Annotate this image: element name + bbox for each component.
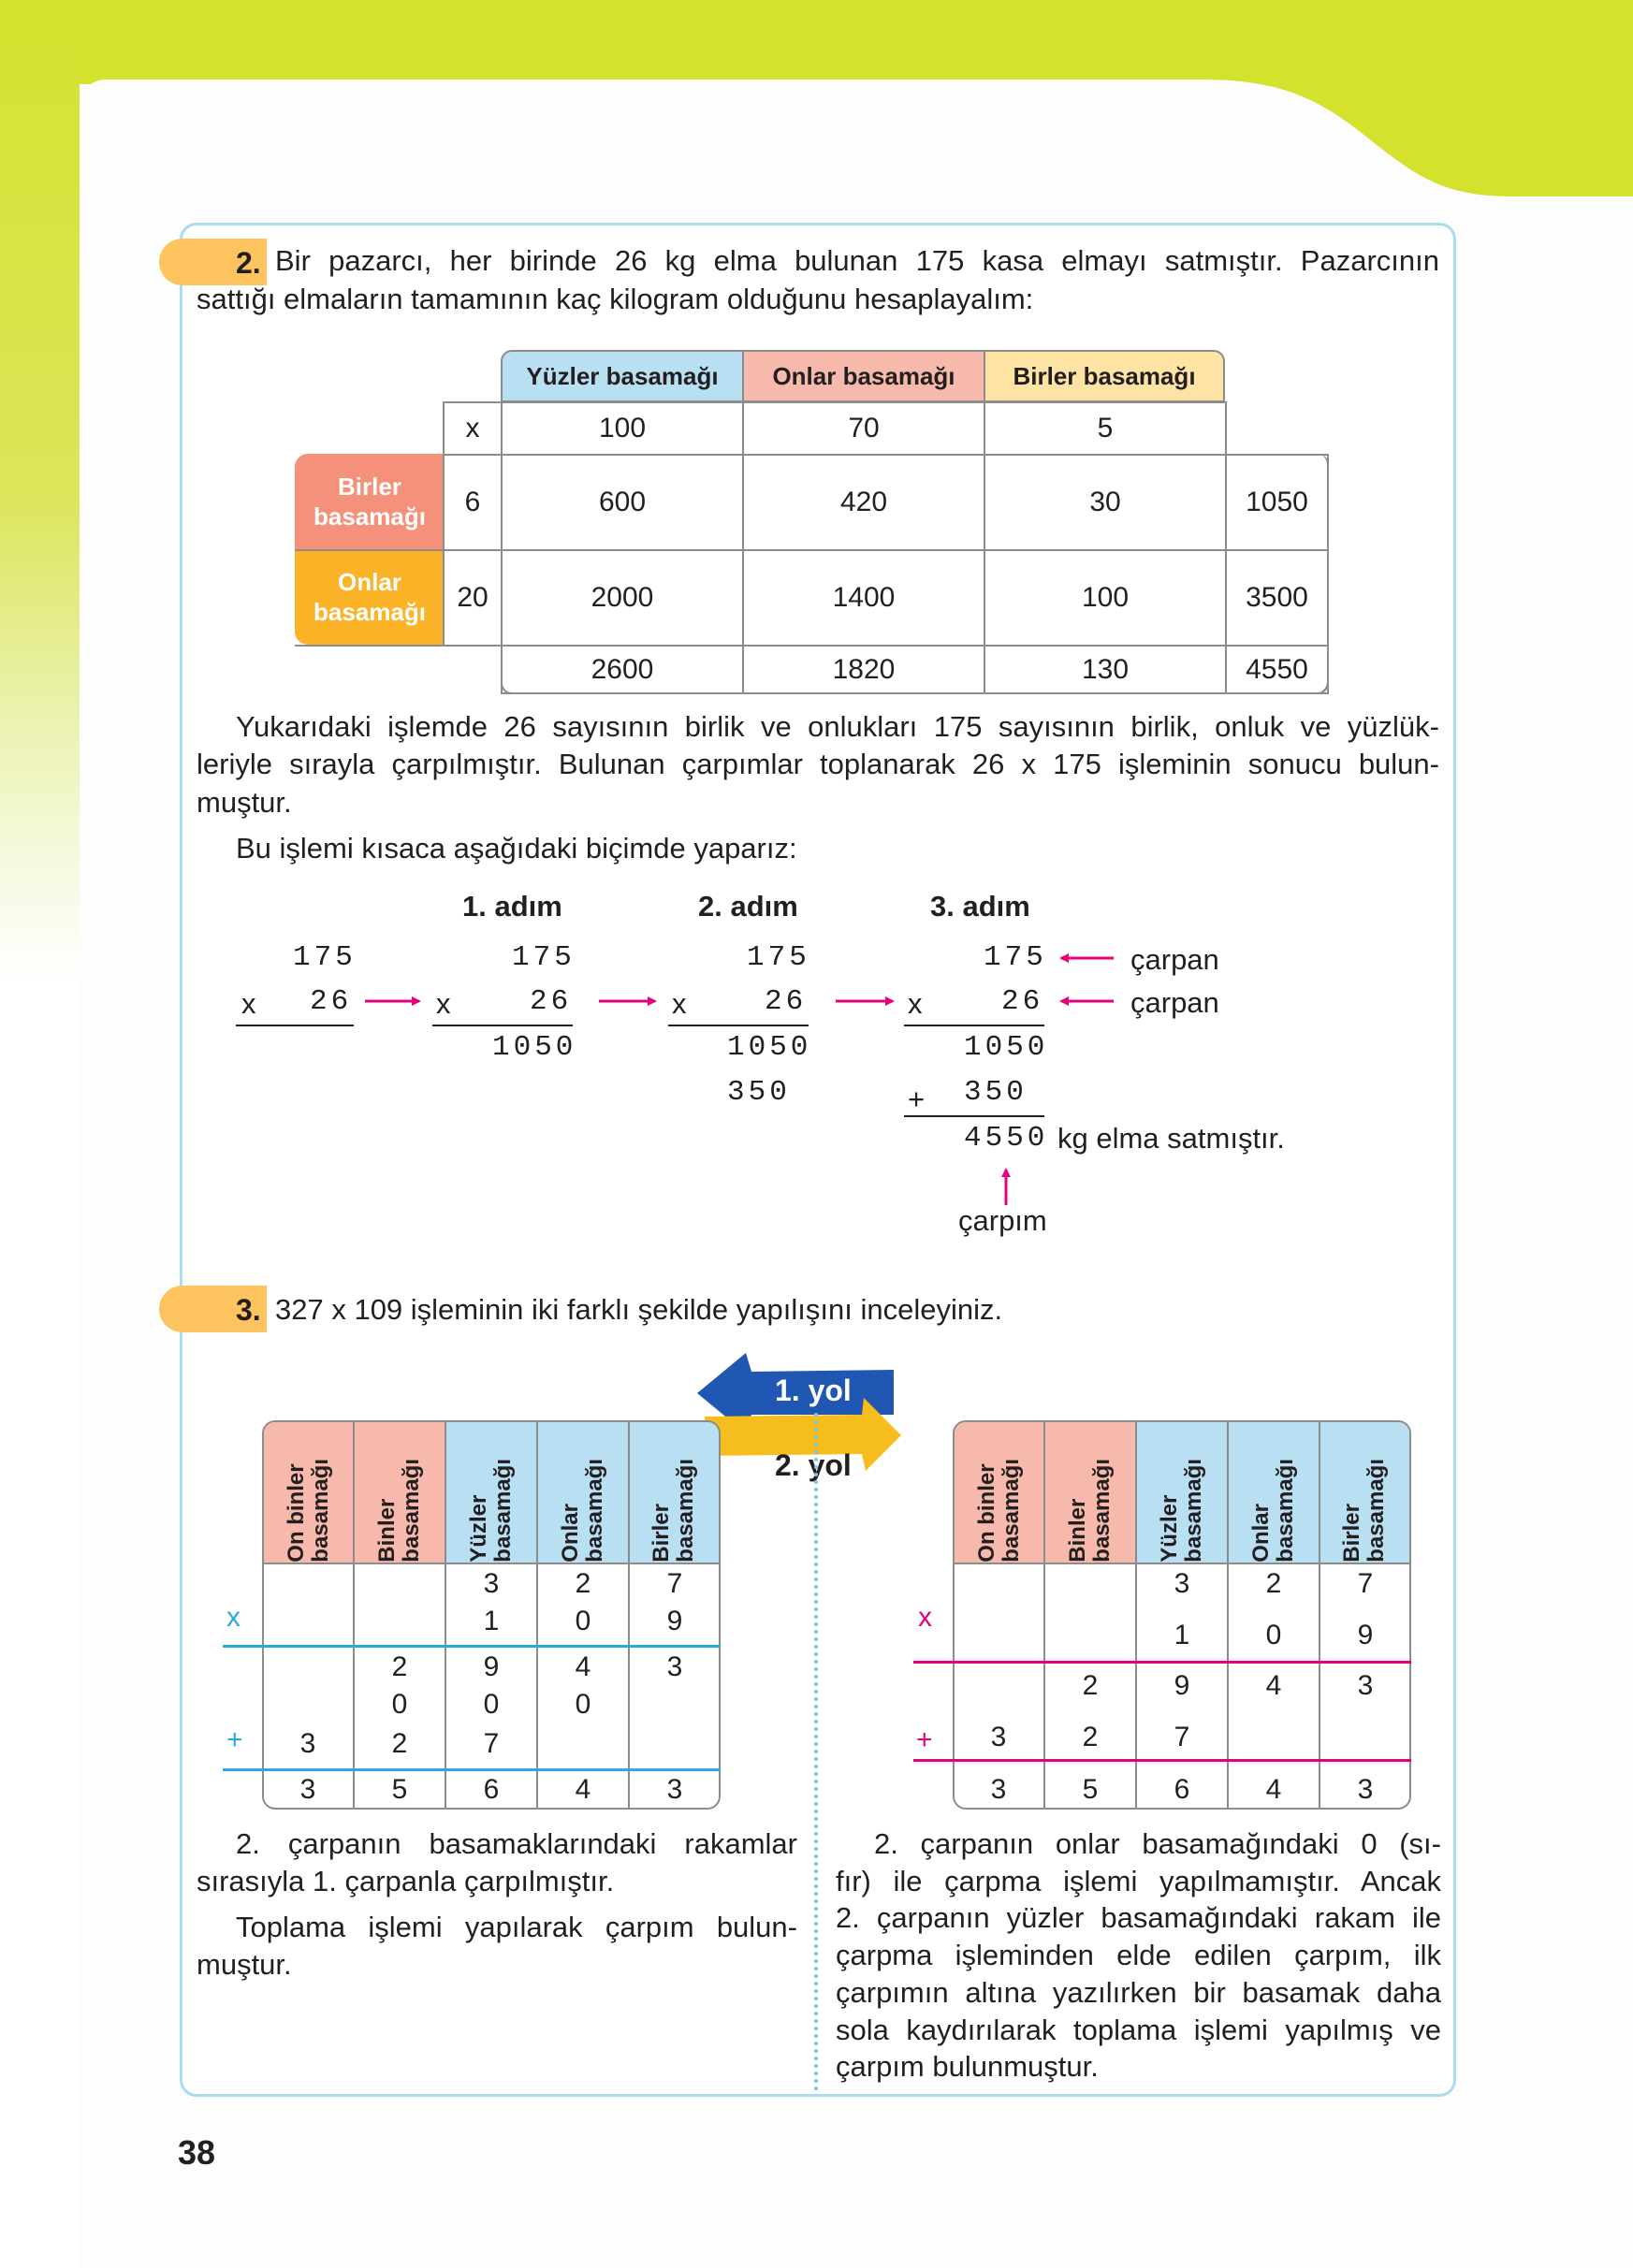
page-number: 38 bbox=[178, 2133, 216, 2172]
header-hundreds: Yüzler basamağı bbox=[501, 350, 744, 402]
left-text-line3: Toplama işlemi yapılarak çarpım bulun- bbox=[236, 1911, 797, 1943]
way2-label: 2. yol bbox=[775, 1448, 852, 1482]
right-text-line5: çarpımın altına yazılırken bir basamak daha bbox=[836, 1976, 1441, 2009]
right-text-line6: sola kaydırılarak toplama işlemi yapılmış ve bbox=[836, 2014, 1441, 2046]
right-text-line3: 2. çarpanın yüzler basamağındaki rakam ile bbox=[836, 1901, 1441, 1934]
left-text-line2: sırasıyla 1. çarpanla çarpılmıştır. bbox=[197, 1865, 615, 1897]
right-text-line2: fır) ile çarpma işlemi yapılmamıştır. Ancak bbox=[836, 1865, 1441, 1897]
header-thousands: Binler basamağı bbox=[374, 1459, 424, 1563]
left-text-line1: 2. çarpanın basamaklarındaki rakamlar bbox=[236, 1827, 797, 1860]
carpim-label: çarpım bbox=[958, 1204, 1047, 1237]
right-text-line1: 2. çarpanın onlar basamağındaki 0 (sı- bbox=[874, 1827, 1441, 1860]
carpan-label-2: çarpan bbox=[1130, 986, 1219, 1019]
row-label-tens: Onlar basamağı bbox=[295, 549, 445, 645]
problem-3-tag bbox=[159, 1286, 267, 1332]
result-suffix: kg elma satmıştır. bbox=[1057, 1122, 1285, 1155]
row-label-ones: Birler basamağı bbox=[295, 454, 445, 549]
step1-label: 1. adım bbox=[462, 890, 562, 923]
right-arrow-icon bbox=[365, 958, 1114, 1205]
explanation-line1: Yukarıdaki işlemde 26 sayısının birlik ve onlukları 175 sayısının birlik, onluk ve yüzlük- bbox=[236, 710, 1439, 743]
step3-label: 3. adım bbox=[930, 890, 1030, 923]
header-tens: Onlar basamağı bbox=[558, 1459, 607, 1563]
way1-label: 1. yol bbox=[775, 1374, 852, 1407]
right-text-line7: çarpım bulunmuştur. bbox=[836, 2050, 1099, 2083]
header-tens: Onlar basamağı bbox=[742, 350, 985, 402]
left-text-line4: muştur. bbox=[197, 1948, 292, 1981]
carpan-label-1: çarpan bbox=[1130, 943, 1219, 976]
explanation-line3: muştur. bbox=[197, 786, 292, 819]
problem-2-text-line1: Bir pazarcı, her birinde 26 kg elma bulunan 175 kasa elmayı satmıştır. Pazarcının bbox=[275, 244, 1439, 277]
step2-label: 2. adım bbox=[698, 890, 798, 923]
divider bbox=[814, 1413, 818, 2091]
right-text-line4: çarpma işleminden elde edilen çarpım, ilk bbox=[836, 1939, 1441, 1971]
header-hundreds: Yüzler basamağı bbox=[466, 1459, 516, 1563]
problem-2-number: 2. bbox=[236, 246, 261, 280]
problem-3-number: 3. bbox=[236, 1293, 261, 1327]
header-ones: Birler basamağı bbox=[984, 350, 1225, 402]
header-ones: Birler basamağı bbox=[649, 1459, 698, 1563]
explanation-line2: leriyle sırayla çarpılmıştır. Bulunan çarpımlar toplanarak 26 x 175 işleminin sonucu bulun- bbox=[197, 748, 1439, 780]
problem-3-text: 327 x 109 işleminin iki farklı şekilde yapılışını inceleyiniz. bbox=[275, 1293, 1003, 1326]
problem-2-text-line2: sattığı elmaların tamamının kaç kilogram olduğunu hesaplayalım: bbox=[197, 283, 1034, 315]
x-symbol: x bbox=[465, 413, 480, 443]
header-tenthousands: On binler basamağı bbox=[284, 1459, 333, 1563]
short-method-text: Bu işlemi kısaca aşağıdaki biçimde yaparız: bbox=[236, 832, 797, 865]
